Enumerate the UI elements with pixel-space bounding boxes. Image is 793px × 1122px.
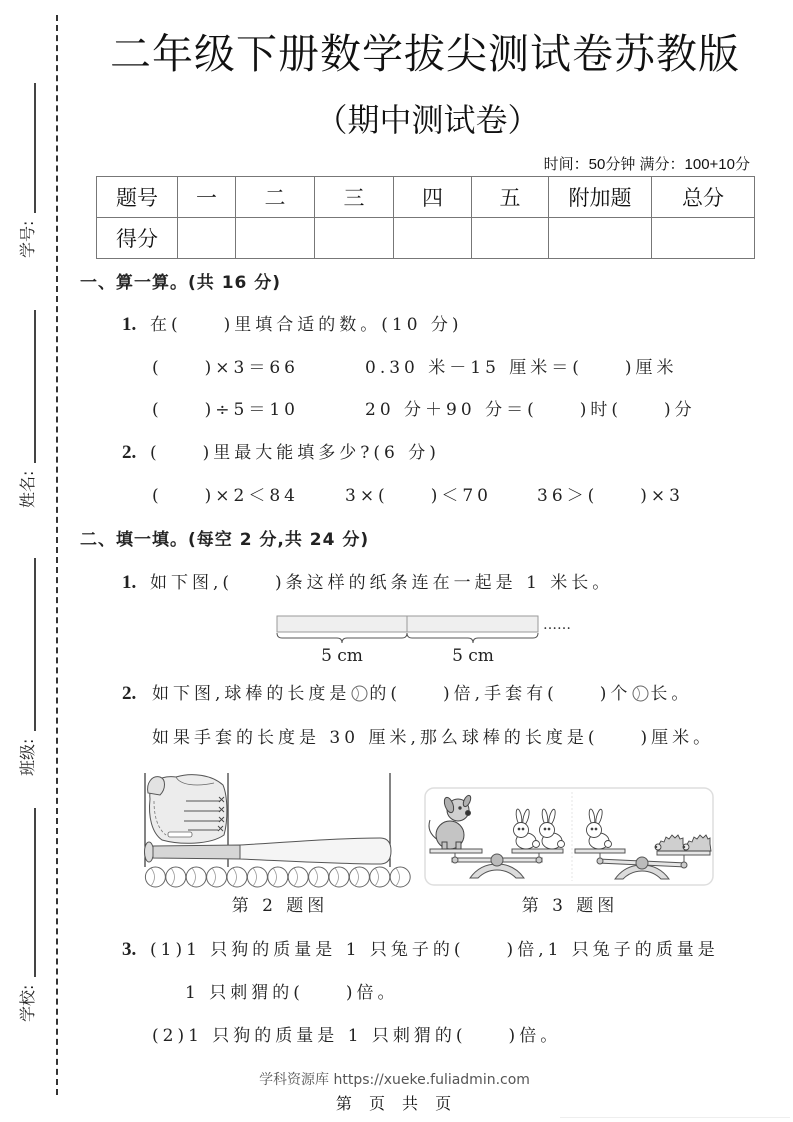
baseball-row (145, 867, 410, 887)
class-field (17, 558, 37, 776)
s2-q1-prompt: 如下图,( )条这样的纸条连在一起是 1 米长。 (150, 573, 614, 593)
s2-q3-line2: 1 只刺猬的( )倍。 (185, 983, 399, 1003)
header-cell-4: 四 (394, 177, 472, 218)
paper-strip-figure (270, 608, 600, 668)
score-table-score-row (97, 218, 755, 259)
glove-bat-balls-figure (140, 765, 420, 893)
score-table (96, 176, 755, 259)
footer-source-text: 学科资源库 https://xueke.fuliadmin.com (259, 1072, 530, 1088)
strip-label-1: 5 cm (321, 646, 363, 666)
brace-1 (277, 633, 407, 643)
figure3-caption: 第 3 题图 (521, 896, 619, 916)
student-id-blank-line (34, 83, 36, 213)
score-cell-bonus (549, 218, 652, 259)
s2-q1-number: 1. (122, 572, 137, 593)
paper-strip-1 (277, 616, 407, 632)
s1-q2-item-1: ( )×2＜84 (152, 486, 299, 506)
section2-heading: 二、填一填。(每空 2 分,共 24 分) (80, 530, 370, 550)
s2-q3-line1: (1)1 只狗的质量是 1 只兔子的( )倍,1 只兔子的质量是 (150, 940, 719, 960)
figure2-caption: 第 2 题图 (231, 896, 329, 916)
score-cell-4 (394, 218, 472, 259)
s1-q1-item-3: ( )÷5＝10 (152, 400, 299, 420)
right-balance-scale (575, 849, 710, 879)
dog-icon (429, 794, 472, 849)
left-balance-scale (430, 849, 563, 878)
score-cell-1 (178, 218, 236, 259)
rabbit-icon (587, 809, 612, 849)
s2-q2-line2: 如果手套的长度是 30 厘米,那么球棒的长度是( )厘米。 (152, 728, 715, 748)
s2-q2-line1 (152, 684, 692, 704)
rabbit-icon (514, 809, 540, 849)
strip-label-2: 5 cm (452, 646, 494, 666)
score-cell-3 (315, 218, 394, 259)
name-label: 姓名: (18, 470, 37, 508)
baseball-icon (351, 685, 368, 702)
student-id-label: 学号: (18, 220, 37, 258)
exam-subtitle: （期中测试卷） (315, 101, 540, 139)
score-cell-total (652, 218, 755, 259)
s1-q2-item-3: 36＞( )×3 (537, 486, 684, 506)
header-cell-3: 三 (315, 177, 394, 218)
header-cell-2: 二 (236, 177, 315, 218)
student-id-field (17, 83, 37, 258)
score-cell-5 (472, 218, 549, 259)
bottom-edge-line (560, 1117, 790, 1118)
s1-q1-item-4: 20 分＋90 分＝( )时( )分 (365, 400, 696, 420)
s2-q2-line1-part3: 长。 (650, 684, 693, 704)
strip-ellipsis: …… (543, 617, 571, 633)
hedgehog-icon (655, 835, 685, 851)
baseball-glove-icon (148, 775, 227, 844)
baseball-icon (632, 685, 649, 702)
s2-q3-number: 3. (122, 939, 137, 960)
section1-heading: 一、算一算。(共 16 分) (80, 273, 282, 293)
score-cell-2 (236, 218, 315, 259)
s1-q1-number: 1. (122, 314, 137, 335)
name-field (17, 310, 37, 508)
exam-title: 二年级下册数学拔尖测试卷苏教版 (110, 30, 740, 78)
s1-q2-item-2: 3×( )＜70 (345, 486, 492, 506)
brace-2 (407, 633, 538, 643)
school-field (17, 808, 37, 1022)
exam-time-score-info: 时间：50分钟 满分：100+10分 (543, 156, 750, 173)
class-blank-line (34, 558, 36, 731)
s1-q2-prompt: ( )里最大能填多少?(6 分) (150, 443, 440, 463)
class-label: 班级: (18, 738, 37, 776)
footer-page-number: 第 页 共 页 (335, 1094, 458, 1113)
s1-q1-item-2: 0.30 米－15 厘米＝( )厘米 (365, 358, 678, 378)
s2-q3-line3: (2)1 只狗的质量是 1 只刺猬的( )倍。 (152, 1026, 562, 1046)
binding-dashed-line (56, 15, 58, 1095)
header-cell-5: 五 (472, 177, 549, 218)
s1-q1-prompt: 在( )里填合适的数。(10 分) (150, 315, 463, 335)
balance-scales-figure (420, 780, 720, 890)
rabbit-icon (540, 809, 565, 849)
school-label: 学校: (18, 984, 37, 1022)
header-cell-bonus: 附加题 (549, 177, 652, 218)
s2-q2-line1-part2: 的( )倍,手套有( )个 (369, 684, 632, 704)
paper-strip-2 (407, 616, 538, 632)
row-label-score: 得分 (97, 218, 178, 259)
hedgehog-icon (683, 835, 711, 851)
header-cell-total: 总分 (652, 177, 755, 218)
name-blank-line (34, 310, 36, 463)
s2-q2-number: 2. (122, 683, 137, 704)
s1-q2-number: 2. (122, 442, 137, 463)
header-cell-question-no: 题号 (97, 177, 178, 218)
school-blank-line (34, 808, 36, 977)
s1-q1-item-1: ( )×3＝66 (152, 358, 299, 378)
header-cell-1: 一 (178, 177, 236, 218)
score-table-header-row (97, 177, 755, 218)
s2-q2-line1-part1: 如下图,球棒的长度是 (152, 684, 351, 704)
